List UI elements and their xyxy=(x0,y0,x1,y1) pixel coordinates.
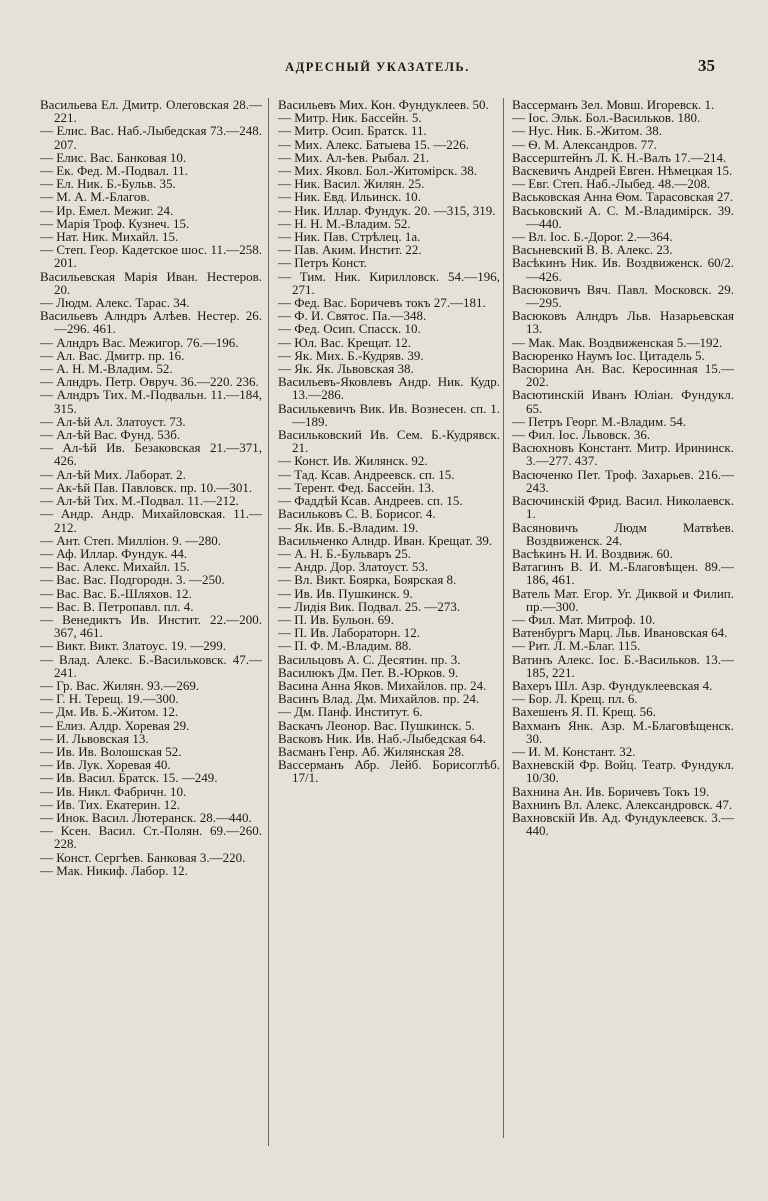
directory-entry: — Юл. Вас. Крещат. 12. xyxy=(278,334,411,350)
column-1 xyxy=(40,98,262,877)
directory-entry: — Вас. Вас. Б.-Шляхов. 12. xyxy=(40,585,192,601)
directory-entry: Ватагинъ В. И. М.-Благовѣщен. 89.—186, 461. xyxy=(512,559,734,588)
directory-entry: — Степ. Геор. Кадетское шос. 11.—258. 201. xyxy=(40,242,262,271)
directory-entry: — Аф. Иллар. Фундук. 44. xyxy=(40,545,188,561)
directory-entry: — Лидія Вик. Подвал. 25. —273. xyxy=(278,598,461,614)
column-3 xyxy=(512,98,734,837)
directory-entry: Васильченко Алндр. Иван. Крещат. 39. xyxy=(278,532,493,548)
directory-entry: — Бор. Л. Крещ. пл. 6. xyxy=(512,691,638,707)
directory-entry: — Як. Як. Львовская 38. xyxy=(278,361,414,377)
directory-entry: — И. М. Констант. 32. xyxy=(512,743,636,759)
directory-entry: Васючинскій Фрид. Васил. Николаевск. 1. xyxy=(512,493,734,522)
directory-entry: Васюковъ Алндръ Льв. Назарьевская 13. xyxy=(512,308,734,337)
directory-entry: — Гр. Вас. Жилян. 93.—269. xyxy=(40,677,200,693)
directory-entry: Васяновичъ Людм Матвѣев. Воздвиженск. 24. xyxy=(512,519,734,548)
directory-entry: Васѣкинъ Н. И. Воздвиж. 60. xyxy=(512,545,673,561)
directory-entry: — Тим. Ник. Кирилловск. 54.—196, 271. xyxy=(278,268,500,297)
directory-entry: — Венедиктъ Ив. Инстит. 22.—200. 367, 461. xyxy=(40,611,262,641)
directory-entry: — Ник. Пав. Стрѣлец. 1а. xyxy=(278,229,421,245)
directory-entry: — Вас. Вас. Подгородн. 3. —250. xyxy=(40,572,225,588)
directory-entry: Васильевъ Алндръ Алѣев. Нестер. 26.—296. 461. xyxy=(40,308,262,337)
directory-entry: — Ел. Ник. Б.-Бульв. 35. xyxy=(40,176,176,192)
directory-entry: — Влад. Алекс. Б.-Васильковск. 47.—241. xyxy=(40,651,262,680)
directory-entry: — Фил. Іос. Львовск. 36. xyxy=(512,427,651,443)
directory-entry: — Ив. Ив. Волошская 52. xyxy=(40,743,182,759)
directory-entry: — Ир. Емел. Межиг. 24. xyxy=(40,202,174,218)
directory-entry: Васьковская Анна Ѳом. Тарасовская 27. xyxy=(512,189,734,205)
directory-entry: Васильевъ-Яковлевъ Андр. Ник. Кудр. 13.—286. xyxy=(278,374,500,403)
directory-entry: Вахеръ Шл. Азр. Фундуклеевская 4. xyxy=(512,677,713,693)
directory-entry: — Митр. Осип. Братск. 11. xyxy=(278,123,427,139)
directory-entry: Васюрина Ан. Вас. Керосинная 15.—202. xyxy=(512,361,734,390)
directory-entry: — Ив. Никл. Фабричн. 10. xyxy=(40,783,187,799)
directory-entry: — Ник. Иллар. Фундук. 20. —315, 319. xyxy=(278,202,496,218)
directory-entry: — Марія Троф. Кузнеч. 15. xyxy=(40,215,190,231)
directory-entry: — Алндръ Вас. Межигор. 76.—196. xyxy=(40,334,239,350)
directory-entry: — Іос. Эльк. Бол.-Васильков. 180. xyxy=(512,110,701,126)
directory-entry: — Нат. Ник. Михайл. 15. xyxy=(40,229,179,245)
directory-entry: — П. Ф. М.-Владим. 88. xyxy=(278,638,412,654)
directory-entry: — Ал-ѣй Мих. Лаборат. 2. xyxy=(40,466,186,482)
directory-entry: — Пав. Аким. Инстит. 22. xyxy=(278,242,422,258)
directory-entry: — Евг. Степ. Наб.-Лыбед. 48.—208. xyxy=(512,176,711,192)
page-header xyxy=(40,56,715,84)
directory-entry: — Ив. Ив. Пушкинск. 9. xyxy=(278,585,413,601)
directory-entry: Васьневский В. В. Алекс. 23. xyxy=(512,242,673,258)
directory-entry: Вассерштейнъ Л. К. Н.-Валъ 17.—214. xyxy=(512,149,727,165)
directory-entry: — Алндръ Тих. М.-Подвальн. 11.—184, 315. xyxy=(40,387,262,416)
directory-entry: — Алндръ. Петр. Овруч. 36.—220. 236. xyxy=(40,374,259,390)
directory-entry: — Фил. Мат. Митроф. 10. xyxy=(512,611,656,627)
directory-entry: — Ал. Вас. Дмитр. пр. 16. xyxy=(40,347,185,363)
directory-entry: Вассерманъ Абр. Лейб. Борисоглѣб. 17/1. xyxy=(278,757,500,786)
directory-entry: — П. Ив. Бульон. 69. xyxy=(278,611,394,627)
directory-entry: — Ив. Лук. Хоревая 40. xyxy=(40,757,171,773)
directory-entry: Васильевская Марія Иван. Нестеров. 20. xyxy=(40,268,262,297)
directory-columns xyxy=(40,97,734,1188)
directory-entry: — Мих. Яковл. Бол.-Житомірск. 38. xyxy=(278,163,477,179)
directory-entry: — Мак. Никиф. Лабор. 12. xyxy=(40,862,188,878)
directory-entry: — Ант. Степ. Милліон. 9. —280. xyxy=(40,532,222,548)
directory-entry: Васюковичъ Вяч. Павл. Московск. 29.—295. xyxy=(512,281,734,311)
directory-entry: Вахнинъ Вл. Алекс. Александровск. 47. xyxy=(512,796,733,812)
directory-entry: Ватинъ Алекс. Іос. Б.-Васильков. 13.—185, 221. xyxy=(512,651,734,680)
directory-entry: — Дм. Панф. Институт. 6. xyxy=(278,704,423,720)
directory-entry: — Елис. Вас. Наб.-Лыбедская 73.—248. 207. xyxy=(40,123,262,152)
directory-entry: Васильковский Ив. Сем. Б.-Кудрявск. 21. xyxy=(278,427,500,456)
directory-entry: — Фаддѣй Ксав. Андреев. сп. 15. xyxy=(278,493,463,509)
directory-entry: — Нус. Ник. Б.-Житом. 38. xyxy=(512,123,662,139)
directory-entry: — Вас. В. Петропавл. пл. 4. xyxy=(40,598,194,614)
directory-entry: — Мих. Ал-ѣев. Рыбал. 21. xyxy=(278,149,430,165)
directory-entry: Васильцовъ А. С. Десятин. пр. 3. xyxy=(278,651,461,667)
directory-entry: Вахневскій Фр. Войц. Театр. Фундукл. 10/30. xyxy=(512,757,734,786)
directory-entry: — Ник. Васил. Жилян. 25. xyxy=(278,176,425,192)
column-rule xyxy=(268,98,269,1146)
directory-entry: Васманъ Генр. Аб. Жилянская 28. xyxy=(278,743,465,759)
directory-entry: — Вл. Викт. Боярка, Боярская 8. xyxy=(278,572,457,588)
directory-entry: — Людм. Алекс. Тарас. 34. xyxy=(40,295,190,311)
directory-entry: Ватель Мат. Егор. Уг. Диквой и Филип. пр.—300. xyxy=(512,585,734,614)
directory-entry: — Ксен. Васил. Ст.-Полян. 69.—260. 228. xyxy=(40,823,262,852)
directory-entry: — Фед. Осип. Спасск. 10. xyxy=(278,321,421,337)
directory-entry: Васковъ Ник. Ив. Наб.-Лыбедская 64. xyxy=(278,730,487,746)
directory-entry: — Мак. Мак. Воздвиженская 5.—192. xyxy=(512,334,723,350)
directory-entry: Васильковъ С. В. Борисог. 4. xyxy=(278,506,436,522)
directory-entry: Васкачъ Леонор. Вас. Пушкинск. 5. xyxy=(278,717,475,733)
directory-entry: Васѣкинъ Ник. Ив. Воздвиженск. 60/2.—426. xyxy=(512,255,734,284)
directory-entry: — Ал-ѣй Ал. Златоуст. 73. xyxy=(40,413,186,429)
directory-entry: — А. Н. Б.-Бульваръ 25. xyxy=(278,545,412,561)
directory-entry: — А. Н. М.-Владим. 52. xyxy=(40,361,173,377)
directory-entry: Вахешенъ Я. П. Крещ. 56. xyxy=(512,704,656,720)
directory-entry: — Митр. Ник. Бассейн. 5. xyxy=(278,110,422,126)
directory-entry: — Терент. Фед. Бассейн. 13. xyxy=(278,479,435,495)
running-title: АДРЕСНЫЙ УКАЗАТЕЛЬ. xyxy=(285,60,470,74)
directory-entry: — Як. Ив. Б.-Владим. 19. xyxy=(278,519,419,535)
directory-entry: — Петръ Конст. xyxy=(278,255,367,271)
directory-entry: — Ал-ѣй Тих. М.-Подвал. 11.—212. xyxy=(40,493,239,509)
directory-entry: Вахновскій Ив. Ад. Фундуклеевск. 3.—440. xyxy=(512,809,734,839)
directory-entry: — Н. Н. М.-Владим. 52. xyxy=(278,215,411,231)
directory-entry: Василькевичъ Вик. Ив. Вознесен. сп. 1.—189. xyxy=(278,400,500,429)
directory-entry: — Конст. Сергѣев. Банковая 3.—220. xyxy=(40,849,246,865)
directory-entry: Васкевичъ Андрей Евген. Нѣмецкая 15. xyxy=(512,163,733,179)
directory-entry: Вахнина Ан. Ив. Боричевъ Токъ 19. xyxy=(512,783,710,799)
directory-entry: Васинъ Влад. Дм. Михайлов. пр. 24. xyxy=(278,691,480,707)
directory-entry: — Конст. Ив. Жилянск. 92. xyxy=(278,453,428,469)
directory-entry: — Фед. Вас. Боричевъ токъ 27.—181. xyxy=(278,295,486,311)
directory-entry: — Инок. Васил. Лютеранск. 28.—440. xyxy=(40,809,252,825)
directory-entry: — Ф. И. Святос. Па.—348. xyxy=(278,308,427,324)
directory-entry: — Андр. Дор. Златоуст. 53. xyxy=(278,559,429,575)
directory-entry: Васюченко Пет. Троф. Захарьев. 216.—243. xyxy=(512,466,734,495)
directory-entry: — И. Львовская 13. xyxy=(40,730,149,746)
directory-entry: Васюренко Наумъ Іос. Цитадель 5. xyxy=(512,347,705,363)
directory-entry: Васюхновъ Констант. Митр. Ирининск. 3.—277. 437. xyxy=(512,440,734,469)
directory-entry: — Ив. Васил. Братск. 15. —249. xyxy=(40,770,218,786)
directory-entry: Васильевъ Мих. Кон. Фундуклеев. 50. xyxy=(278,97,489,112)
directory-entry: — Ак-ѣй Пав. Павловск. пр. 10.—301. xyxy=(40,479,253,495)
column-2 xyxy=(278,98,500,785)
directory-entry: — Елис. Вас. Банковая 10. xyxy=(40,149,187,165)
directory-entry: — М. А. М.-Благов. xyxy=(40,189,150,205)
directory-entry: — Дм. Ив. Б.-Житом. 12. xyxy=(40,704,179,720)
directory-entry: Василюкъ Дм. Пет. В.-Юрков. 9. xyxy=(278,664,459,680)
directory-entry: Васютинскій Иванъ Юліан. Фундукл. 65. xyxy=(512,387,734,416)
directory-entry: — Ив. Тих. Екатерин. 12. xyxy=(40,796,180,812)
directory-entry: — Г. Н. Терещ. 19.—300. xyxy=(40,691,179,707)
directory-entry: Вахманъ Янк. Азр. М.-Благовѣщенск. 30. xyxy=(512,717,734,746)
directory-entry: — Ек. Фед. М.-Подвал. 11. xyxy=(40,163,188,179)
directory-entry: — Петръ Георг. М.-Владим. 54. xyxy=(512,413,686,429)
directory-entry: Васильева Ел. Дмитр. Олеговская 28.—221. xyxy=(40,97,262,126)
directory-entry: — Вас. Алекс. Михайл. 15. xyxy=(40,559,190,575)
directory-entry: — Ник. Евд. Ильинск. 10. xyxy=(278,189,421,205)
directory-entry: — Як. Мих. Б.-Кудряв. 39. xyxy=(278,347,424,363)
directory-entry: — Ѳ. М. Александров. 77. xyxy=(512,136,657,152)
directory-entry: — Андр. Андр. Михайловская. 11.—212. xyxy=(40,506,262,535)
column-rule xyxy=(503,98,504,1138)
directory-entry: Ватенбургъ Марц. Льв. Ивановская 64. xyxy=(512,625,728,641)
directory-entry: — Ал-ѣй Вас. Фунд. 53б. xyxy=(40,427,181,443)
directory-entry: — Рит. Л. М.-Благ. 115. xyxy=(512,638,641,654)
page-number: 35 xyxy=(698,56,715,75)
directory-entry: Васьковский А. С. М.-Владимірск. 39.—440. xyxy=(512,202,734,231)
directory-entry: — П. Ив. Лабораторн. 12. xyxy=(278,625,421,641)
directory-entry: — Елиз. Алдр. Хоревая 29. xyxy=(40,717,190,733)
directory-entry: — Вл. Іос. Б.-Дорог. 2.—364. xyxy=(512,229,673,245)
directory-entry: — Мих. Алекс. Батыева 15. —226. xyxy=(278,136,469,152)
directory-entry: — Тад. Ксав. Андреевск. сп. 15. xyxy=(278,466,455,482)
directory-entry: Вассерманъ Зел. Мовш. Игоревск. 1. xyxy=(512,97,715,112)
directory-entry: — Викт. Викт. Златоус. 19. —299. xyxy=(40,638,226,654)
directory-entry: — Ал-ѣй Ив. Безаковская 21.—371, 426. xyxy=(40,440,262,469)
directory-entry: Васина Анна Яков. Михайлов. пр. 24. xyxy=(278,677,487,693)
